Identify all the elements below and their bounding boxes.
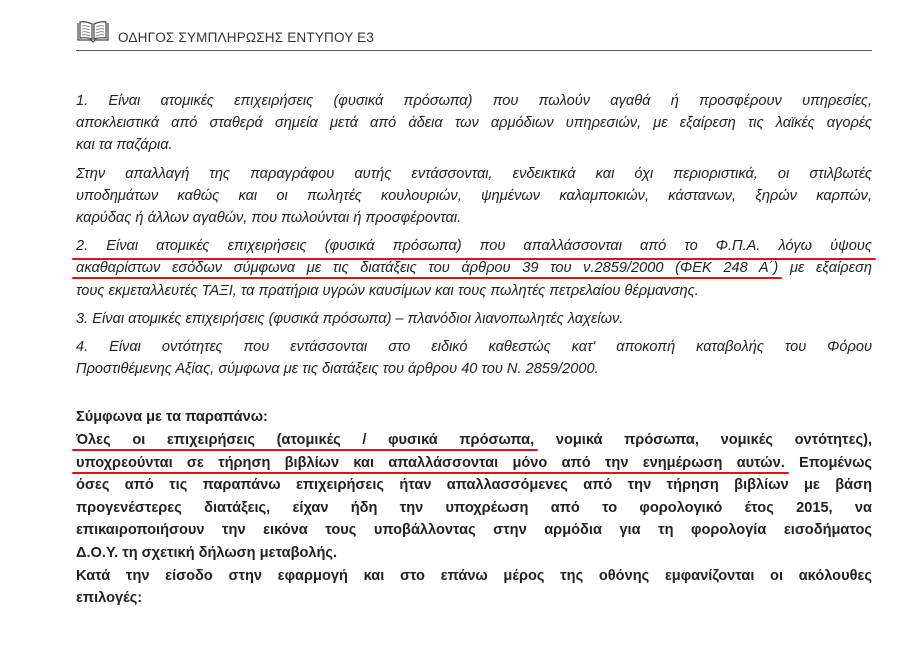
red-underline-highlight: ακαθαρίστων εσόδων σύμφωνα με τις διατάξεις του άρθρου 39 του ν.2859/2000 (ΦΕΚ 248 Α΄): [76, 260, 779, 277]
paragraph-5: [76, 336, 872, 380]
red-underline-highlight: 2. Είναι ατομικές επιχειρήσεις (φυσικά πρόσωπα) που απαλλάσσονται από το Φ.Π.Α. λόγω ύψους: [76, 235, 872, 257]
text-line: Στην απαλλαγή της παραγράφου αυτής εντάσσονται, ενδεικτικά και όχι περιοριστικά, οι στιλβωτές: [76, 165, 872, 182]
text-fragment: με εξαίρεση: [789, 260, 872, 277]
text-line: 4. Είναι οντότητες που εντάσσονται στο ειδικό καθεστώς κατ' αποκοπή καταβολής του Φόρου: [76, 339, 872, 356]
text-line: υποδημάτων καθώς και οι πωλητές κουλουριών, ψημένων καλαμποκιών, κάστανων, ξηρών καρπών,: [76, 187, 872, 204]
text-line: επικαιροποιήσουν την εικόνα τους υποβάλλοντας στην αρμόδια για τη φορολογία εισοδήματος: [76, 522, 872, 539]
text-line: τους εκμεταλλευτές ΤΑΞΙ, τα πρατήρια υγρών καυσίμων και τους πωλητές πετρελαίου θέρμανσης.: [76, 282, 699, 299]
summary-paragraph: [76, 429, 872, 610]
text-line: Δ.Ο.Υ. τη σχετική δήλωση μεταβολής.: [76, 545, 338, 561]
text-line: προγενέστερες διατάξεις, είχαν ήδη την υποχρέωση από το φορολογικό έτος 2015, να: [76, 499, 872, 516]
text-line: και τα παζάρια.: [76, 137, 173, 154]
text-fragment: Επομένως: [799, 454, 872, 471]
text-line-underlined: [76, 235, 872, 257]
open-book-icon: [76, 20, 110, 44]
text-line: [76, 257, 872, 279]
summary-heading: Σύμφωνα με τα παραπάνω:: [76, 409, 268, 426]
spacer: [76, 386, 872, 406]
text-line: όσες από τις παραπάνω επιχειρήσεις ήταν απαλλασσόμενες από την τήρηση βιβλίων με βάση: [76, 477, 872, 494]
page-header: [76, 18, 872, 51]
paragraph-4: [76, 308, 872, 330]
text-line: Κατά την είσοδο στην εφαρμογή και στο επάνω μέρος της οθόνης εμφανίζονται οι ακόλουθες: [76, 567, 872, 584]
text-line: Προστιθέμενης Αξίας, σύμφωνα με τις διατάξεις του άρθρου 40 του Ν. 2859/2000.: [76, 361, 599, 378]
text-line: [76, 429, 872, 452]
document-title: ΟΔΗΓΟΣ ΣΥΜΠΛΗΡΩΣΗΣ ΕΝΤΥΠΟΥ Ε3: [118, 30, 375, 45]
paragraph-2: [76, 163, 872, 230]
red-underline-highlight: Όλες οι επιχειρήσεις (ατομικές / φυσικά πρόσωπα,: [76, 432, 535, 449]
text-line: επιλογές:: [76, 590, 143, 607]
text-line: αποκλειστικά από σταθερά σημεία μετά από άδεια των αρμόδιων υπηρεσιών, με εξαίρεση τις λαϊκές αγορές: [76, 115, 872, 132]
text-fragment: νομικά πρόσωπα, νομικές οντότητες),: [555, 432, 872, 449]
red-underline-highlight: υποχρεούνται σε τήρηση βιβλίων και απαλλάσσονται μόνο από την ενημέρωση αυτών.: [76, 454, 785, 471]
text-line: καρύδας ή άλλων αγαθών, που πωλούνται ή προσφέρονται.: [76, 210, 462, 227]
paragraph-3: [76, 235, 872, 302]
text-line: 1. Είναι ατομικές επιχειρήσεις (φυσικά πρόσωπα) που πωλούν αγαθά ή προσφέρουν υπηρεσίες,: [76, 93, 872, 109]
document-body: [76, 90, 872, 610]
paragraph-1: [76, 90, 872, 157]
text-line: [76, 452, 872, 475]
text-line: 3. Είναι ατομικές επιχειρήσεις (φυσικά πρόσωπα) – πλανόδιοι λιανοπωλητές λαχείων.: [76, 310, 624, 327]
